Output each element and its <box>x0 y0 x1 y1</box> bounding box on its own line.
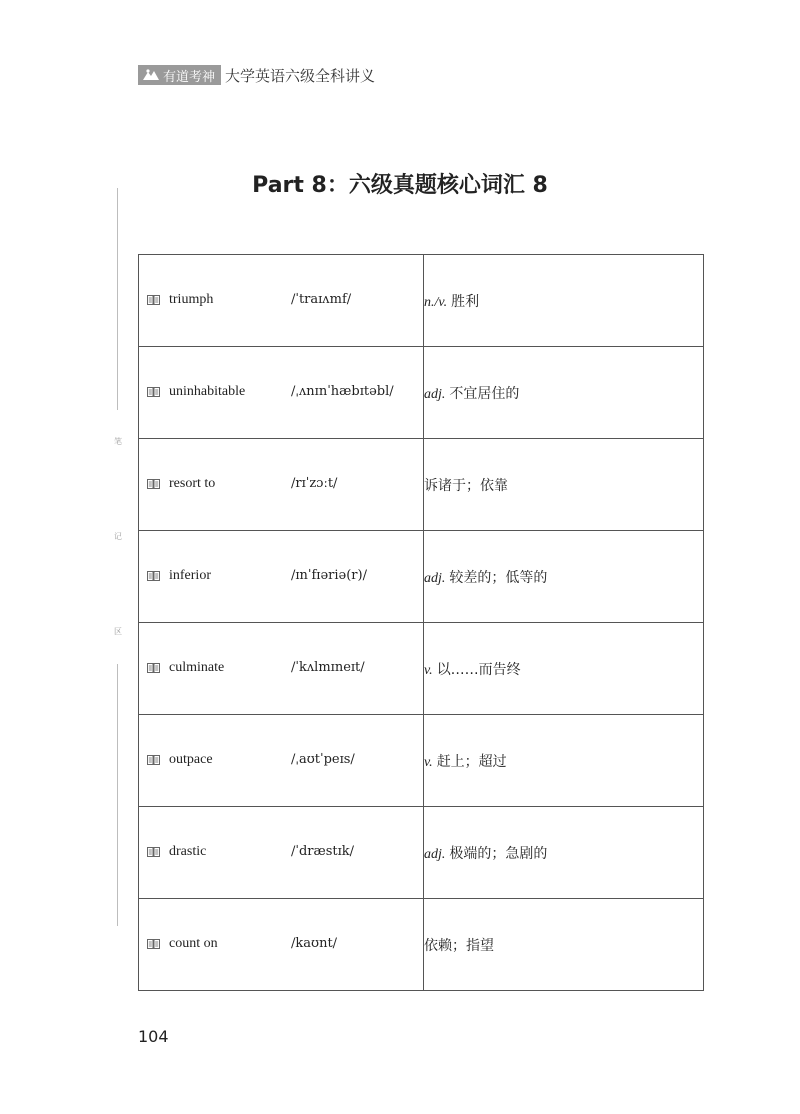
table-row <box>139 531 704 623</box>
page-header <box>138 64 375 86</box>
vocab-meaning: 诉诸于；依靠 <box>424 477 508 494</box>
vocab-word: resort to <box>169 476 216 491</box>
meaning-cell <box>424 347 704 439</box>
vocab-word: inferior <box>169 568 211 583</box>
word-cell <box>139 347 424 439</box>
vocab-phonetic: /ˈtraɪʌmf/ <box>291 292 352 307</box>
margin-label-char: 区 <box>114 627 122 636</box>
table-row <box>139 347 704 439</box>
book-title: 大学英语六级全科讲义 <box>225 66 376 85</box>
vocab-meaning: 以……而告终 <box>436 661 521 678</box>
table-row <box>139 807 704 899</box>
word-cell <box>139 899 424 991</box>
vocab-phonetic: /rɪˈzɔːt/ <box>291 476 338 491</box>
part-of-speech: adj. <box>424 846 446 862</box>
margin-divider-top <box>117 188 118 410</box>
page-title: Part 8：六级真题核心词汇 8 <box>252 173 548 198</box>
vocab-word: uninhabitable <box>169 384 246 399</box>
vocab-meaning: 胜利 <box>451 293 480 310</box>
word-cell <box>139 255 424 347</box>
book-icon <box>147 479 160 489</box>
meaning-cell <box>424 255 704 347</box>
table-row <box>139 715 704 807</box>
margin-label-char: 笔 <box>114 437 122 446</box>
meaning-cell <box>424 531 704 623</box>
vocab-table <box>138 254 704 991</box>
vocab-phonetic: /ˈdræstɪk/ <box>291 844 355 859</box>
book-icon <box>147 755 160 765</box>
book-icon <box>147 847 160 857</box>
margin-label-char: 记 <box>114 532 122 541</box>
vocab-phonetic: /ˌʌnɪnˈhæbɪtəbl/ <box>291 384 394 399</box>
word-cell <box>139 531 424 623</box>
part-of-speech: adj. <box>424 570 446 586</box>
vocab-meaning: 较差的；低等的 <box>449 569 548 586</box>
word-cell <box>139 715 424 807</box>
book-icon <box>147 939 160 949</box>
meaning-cell <box>424 807 704 899</box>
part-of-speech: v. <box>424 662 433 678</box>
vocab-word: triumph <box>169 292 214 307</box>
book-icon <box>147 387 160 397</box>
table-row <box>139 899 704 991</box>
word-cell <box>139 623 424 715</box>
word-cell <box>139 439 424 531</box>
brand-badge <box>138 65 221 85</box>
vocab-word: culminate <box>169 660 225 675</box>
part-of-speech: adj. <box>424 386 446 402</box>
vocab-meaning: 不宜居住的 <box>449 385 520 402</box>
meaning-cell <box>424 899 704 991</box>
vocab-phonetic: /ˌaʊtˈpeɪs/ <box>291 752 355 767</box>
vocab-phonetic: /ˈkʌlmɪneɪt/ <box>291 660 365 675</box>
vocab-word: drastic <box>169 844 207 859</box>
page-number: 104 <box>138 1027 169 1046</box>
meaning-cell <box>424 623 704 715</box>
book-icon <box>147 571 160 581</box>
vocab-word: outpace <box>169 752 213 767</box>
vocab-phonetic: /ɪnˈfɪəriə(r)/ <box>291 568 367 583</box>
part-of-speech: n./v. <box>424 294 448 310</box>
part-of-speech: v. <box>424 754 433 770</box>
margin-divider-bottom <box>117 664 118 926</box>
table-row <box>139 623 704 715</box>
vocab-word: count on <box>169 936 218 951</box>
brand-name: 有道考神 <box>163 69 216 85</box>
meaning-cell <box>424 715 704 807</box>
table-row <box>139 439 704 531</box>
word-cell <box>139 807 424 899</box>
vocab-meaning: 依赖；指望 <box>424 937 494 954</box>
vocab-phonetic: /kaʊnt/ <box>291 936 338 951</box>
meaning-cell <box>424 439 704 531</box>
table-row <box>139 255 704 347</box>
brand-logo-icon <box>142 68 160 82</box>
vocab-meaning: 极端的；急剧的 <box>449 845 548 862</box>
book-icon <box>147 295 160 305</box>
vocab-meaning: 赶上；超过 <box>436 753 507 770</box>
book-icon <box>147 663 160 673</box>
